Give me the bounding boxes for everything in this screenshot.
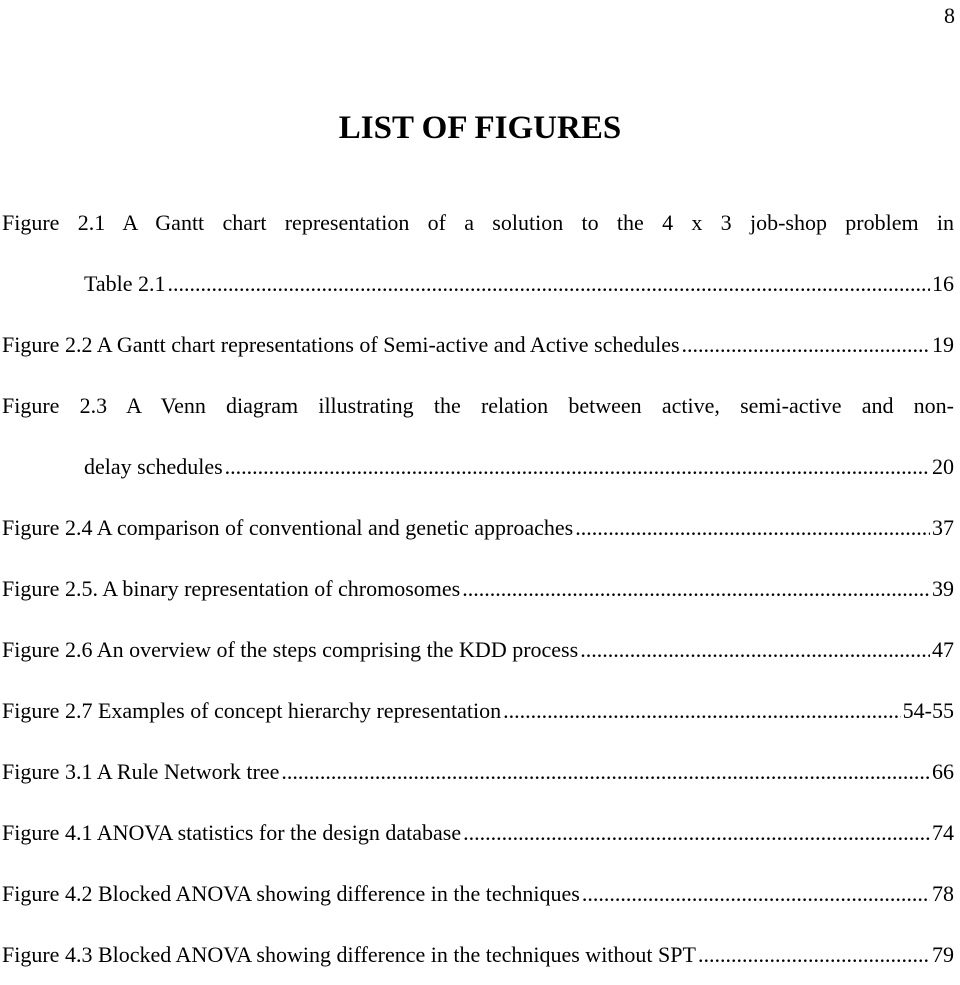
figure-entry-page: 16 bbox=[932, 271, 954, 296]
dot-leader bbox=[580, 619, 930, 680]
figure-entry-title: Figure 2.3 A Venn diagram illustrating the relation between active, semi-active and non- bbox=[2, 393, 954, 418]
figure-entry-page: 47 bbox=[932, 637, 954, 662]
dot-leader bbox=[582, 863, 930, 924]
figure-entry-page: 54-55 bbox=[902, 698, 954, 723]
figure-entry-2-1-line-2[interactable] bbox=[2, 253, 954, 314]
figure-entry-title: Figure 3.1 A Rule Network tree bbox=[2, 759, 280, 784]
figure-entry-2-1-line-1 bbox=[2, 192, 954, 253]
figure-entry-2-4[interactable] bbox=[2, 497, 954, 558]
dot-leader bbox=[682, 314, 930, 375]
dot-leader bbox=[503, 680, 901, 741]
figure-entry-4-2[interactable] bbox=[2, 863, 954, 924]
page-title: LIST OF FIGURES bbox=[338, 110, 622, 146]
figure-entry-page: 20 bbox=[932, 454, 954, 479]
figure-entry-2-6[interactable] bbox=[2, 619, 954, 680]
figure-entry-2-7[interactable] bbox=[2, 680, 954, 741]
figure-entry-title: Figure 4.1 ANOVA statistics for the design database bbox=[2, 820, 462, 845]
figure-entry-page: 78 bbox=[932, 881, 954, 906]
dot-leader bbox=[462, 558, 930, 619]
figure-entry-page: 74 bbox=[932, 820, 954, 845]
figure-entry-title: Figure 2.4 A comparison of conventional and genetic approaches bbox=[2, 515, 574, 540]
page-number: 8 bbox=[944, 3, 955, 28]
figure-entry-page: 37 bbox=[932, 515, 954, 540]
figure-entry-title: Figure 2.5. A binary representation of chromosomes bbox=[2, 576, 461, 601]
figure-list bbox=[2, 192, 954, 985]
figure-entry-page: 19 bbox=[932, 332, 954, 357]
dot-leader bbox=[575, 497, 930, 558]
figure-entry-4-3[interactable] bbox=[2, 924, 954, 985]
figure-entry-2-3-line-2[interactable] bbox=[2, 436, 954, 497]
dot-leader bbox=[281, 741, 930, 802]
figure-entry-page: 39 bbox=[932, 576, 954, 601]
figure-entry-3-1[interactable] bbox=[2, 741, 954, 802]
figure-entry-title: Figure 4.3 Blocked ANOVA showing difference in the techniques without SPT bbox=[2, 942, 696, 967]
dot-leader bbox=[168, 253, 930, 314]
dot-leader bbox=[463, 802, 930, 863]
figure-entry-4-1[interactable] bbox=[2, 802, 954, 863]
figure-entry-page: 79 bbox=[932, 942, 954, 967]
figure-entry-title: Figure 4.2 Blocked ANOVA showing difference in the techniques bbox=[2, 881, 580, 906]
figure-entry-page: 66 bbox=[932, 759, 954, 784]
figure-entry-2-3-line-1 bbox=[2, 375, 954, 436]
dot-leader bbox=[698, 924, 930, 985]
figure-entry-2-2[interactable] bbox=[2, 314, 954, 375]
figure-entry-title: Figure 2.2 A Gantt chart representations of Semi-active and Active schedules bbox=[2, 332, 680, 357]
figure-entry-title: delay schedules bbox=[84, 454, 223, 479]
figure-entry-2-5[interactable] bbox=[2, 558, 954, 619]
figure-entry-title: Table 2.1 bbox=[84, 271, 166, 296]
dot-leader bbox=[225, 436, 930, 497]
figure-entry-title: Figure 2.6 An overview of the steps comprising the KDD process bbox=[2, 637, 579, 662]
figure-entry-title: Figure 2.1 A Gantt chart representation of a solution to the 4 x 3 job-shop problem in bbox=[2, 210, 954, 235]
figure-entry-title: Figure 2.7 Examples of concept hierarchy representation bbox=[2, 698, 502, 723]
